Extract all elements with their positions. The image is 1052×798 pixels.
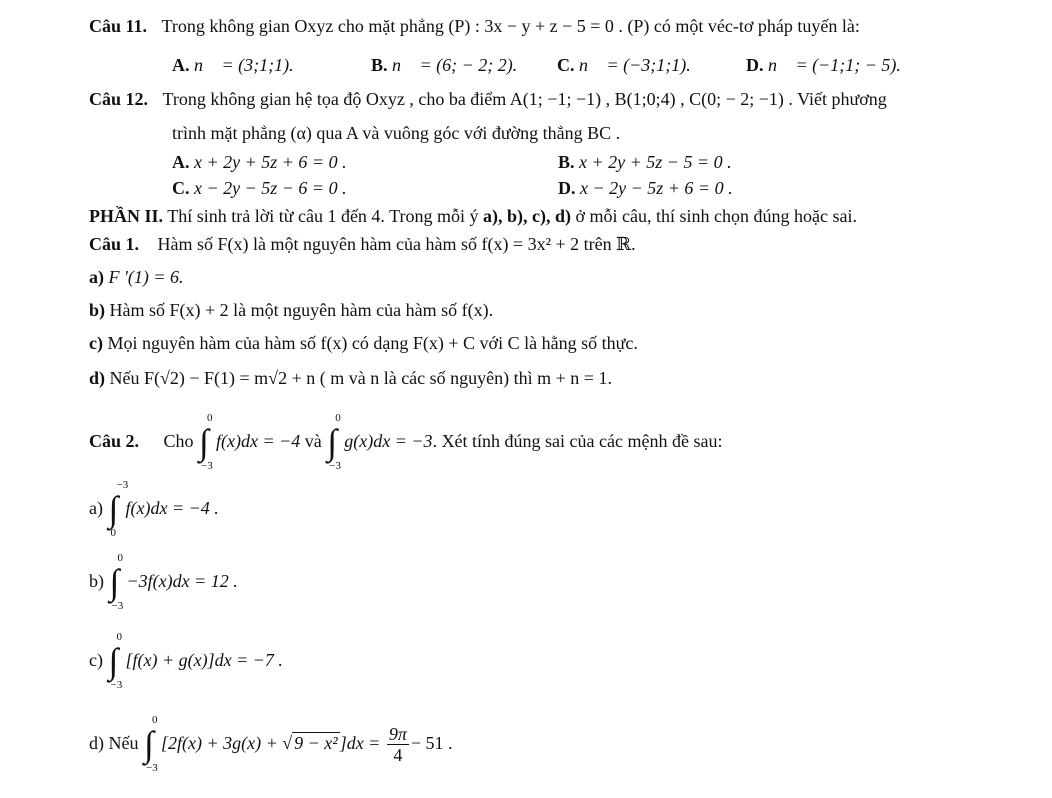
integral-sign: ∫ 0 −3 [327, 411, 342, 472]
integral-sign: ∫ 0 −3 [109, 551, 124, 612]
q12-choice-a [172, 150, 347, 174]
part-2-title: PHẦN II. [89, 206, 164, 226]
question-c2-label: Câu 2. [89, 431, 140, 451]
question-11-text: Trong không gian Oxyz cho mặt phẳng (P) : 3x − y + z − 5 = 0 . (P) có một véc-tơ pháp tuyến là: [161, 16, 860, 36]
question-c1 [89, 232, 636, 256]
upper-limit: 0 [207, 411, 213, 424]
question-12-line2: trình mặt phẳng (α) qua A và vuông góc với đường thẳng BC . [172, 123, 621, 143]
item-label: b) [89, 300, 106, 320]
choice-text: n⃗ = (−3;1;1). [579, 55, 691, 75]
choice-label: C. [557, 55, 575, 75]
choice-text: n⃗ = (−1;1; − 5). [768, 55, 901, 75]
q12-choice-d [558, 176, 733, 200]
upper-limit: 0 [117, 551, 123, 564]
q12-choice-b [558, 150, 732, 174]
integral-sign: ∫ 0 −3 [199, 411, 213, 472]
choice-label: D. [746, 55, 764, 75]
part-2-abcd: a), b), c), d) [482, 206, 571, 226]
part-2-text-a: Thí sinh trả lời từ câu 1 đến 4. Trong mỗi ý [167, 206, 479, 226]
lower-limit: 0 [110, 526, 116, 539]
part-2-heading [89, 204, 857, 228]
item-text: F '(1) = 6. [108, 267, 184, 287]
item-label: b) [89, 571, 104, 591]
choice-text: n⃗ = (3;1;1). [194, 55, 294, 75]
item-expr-a: [2f(x) + 3g(x) + [160, 733, 278, 753]
question-c2-tail: . Xét tính đúng sai của các mệnh đề sau: [432, 431, 723, 451]
lower-limit: −3 [145, 761, 158, 774]
question-c1-label: Câu 1. [89, 234, 140, 254]
integral-sign: ∫ 0 −3 [143, 713, 158, 774]
choice-label: A. [172, 55, 190, 75]
question-11-label: Câu 11. [89, 16, 148, 36]
integral-f: f(x)dx = −4 [216, 431, 301, 451]
choice-label: A. [172, 152, 190, 172]
fraction-numerator: 9π [388, 724, 407, 745]
c1-item-b [89, 298, 493, 322]
integral-sign: ∫ 0 −3 [108, 630, 123, 691]
item-expr: −3f(x)dx = 12 . [126, 571, 238, 591]
item-text: Hàm số F(x) + 2 là một nguyên hàm của hàm số f(x). [109, 300, 494, 320]
choice-text: x + 2y + 5z + 6 = 0 . [194, 152, 347, 172]
fraction [387, 724, 409, 765]
item-text: Nếu F(√2) − F(1) = m√2 + n ( m và n là các số nguyên) thì m + n = 1. [109, 368, 612, 388]
lower-limit: −3 [110, 678, 123, 691]
question-c2 [89, 411, 723, 472]
lower-limit: −3 [329, 459, 342, 472]
question-c1-text: Hàm số F(x) là một nguyên hàm của hàm số f(x) = 3x² + 2 trên ℝ. [157, 234, 636, 254]
item-expr-b: ]dx = [339, 733, 381, 753]
c1-item-d [89, 366, 612, 390]
c1-item-c [89, 331, 638, 355]
question-12-label: Câu 12. [89, 89, 149, 109]
choice-text: x − 2y − 5z − 6 = 0 . [194, 178, 347, 198]
item-expr: f(x)dx = −4 . [125, 498, 219, 518]
item-label: d) Nếu [89, 733, 139, 753]
integral-sign: ∫ −3 0 [108, 478, 129, 539]
item-label: c) [89, 650, 103, 670]
c2-item-b [89, 551, 238, 612]
choice-text: x + 2y + 5z − 5 = 0 . [579, 152, 732, 172]
q12-choice-c [172, 176, 347, 200]
sqrt-symbol: √ [282, 733, 293, 753]
q11-choice-c [557, 53, 691, 77]
upper-limit: 0 [335, 411, 341, 424]
item-label: d) [89, 368, 106, 388]
q11-choice-d [746, 53, 901, 77]
question-12-line1: Trong không gian hệ tọa độ Oxyz , cho ba điểm A(1; −1; −1) , B(1;0;4) , C(0; − 2; −1) . Viết phương [162, 89, 887, 109]
item-tail: − 51 . [410, 733, 453, 753]
c2-item-c [89, 630, 283, 691]
choice-text: n⃗ = (6; − 2; 2). [392, 55, 518, 75]
item-label: a) [89, 498, 103, 518]
q11-choice-a [172, 53, 294, 77]
item-expr: [f(x) + g(x)]dx = −7 . [125, 650, 283, 670]
question-c2-va: và [304, 431, 322, 451]
lower-limit: −3 [111, 599, 124, 612]
c2-item-d [89, 713, 453, 774]
integral-g: g(x)dx = −3 [344, 431, 433, 451]
c1-item-a [89, 265, 183, 289]
item-text: Mọi nguyên hàm của hàm số f(x) có dạng F(x) + C với C là hằng số thực. [107, 333, 638, 353]
item-label: c) [89, 333, 103, 353]
choice-label: B. [558, 152, 575, 172]
item-label: a) [89, 267, 104, 287]
choice-label: C. [172, 178, 190, 198]
question-c2-cho: Cho [163, 431, 194, 451]
choice-text: x − 2y − 5z + 6 = 0 . [580, 178, 733, 198]
c2-item-a [89, 478, 219, 539]
q11-choice-b [371, 53, 517, 77]
question-12 [89, 87, 887, 111]
choice-label: D. [558, 178, 576, 198]
upper-limit: 0 [116, 630, 122, 643]
question-11 [89, 14, 860, 38]
upper-limit: −3 [116, 478, 129, 491]
sqrt-radicand: 9 − x² [294, 733, 338, 753]
lower-limit: −3 [201, 459, 213, 472]
upper-limit: 0 [151, 713, 158, 726]
part-2-text-b: ở mỗi câu, thí sinh chọn đúng hoặc sai. [575, 206, 857, 226]
fraction-denominator: 4 [393, 745, 403, 766]
choice-label: B. [371, 55, 388, 75]
